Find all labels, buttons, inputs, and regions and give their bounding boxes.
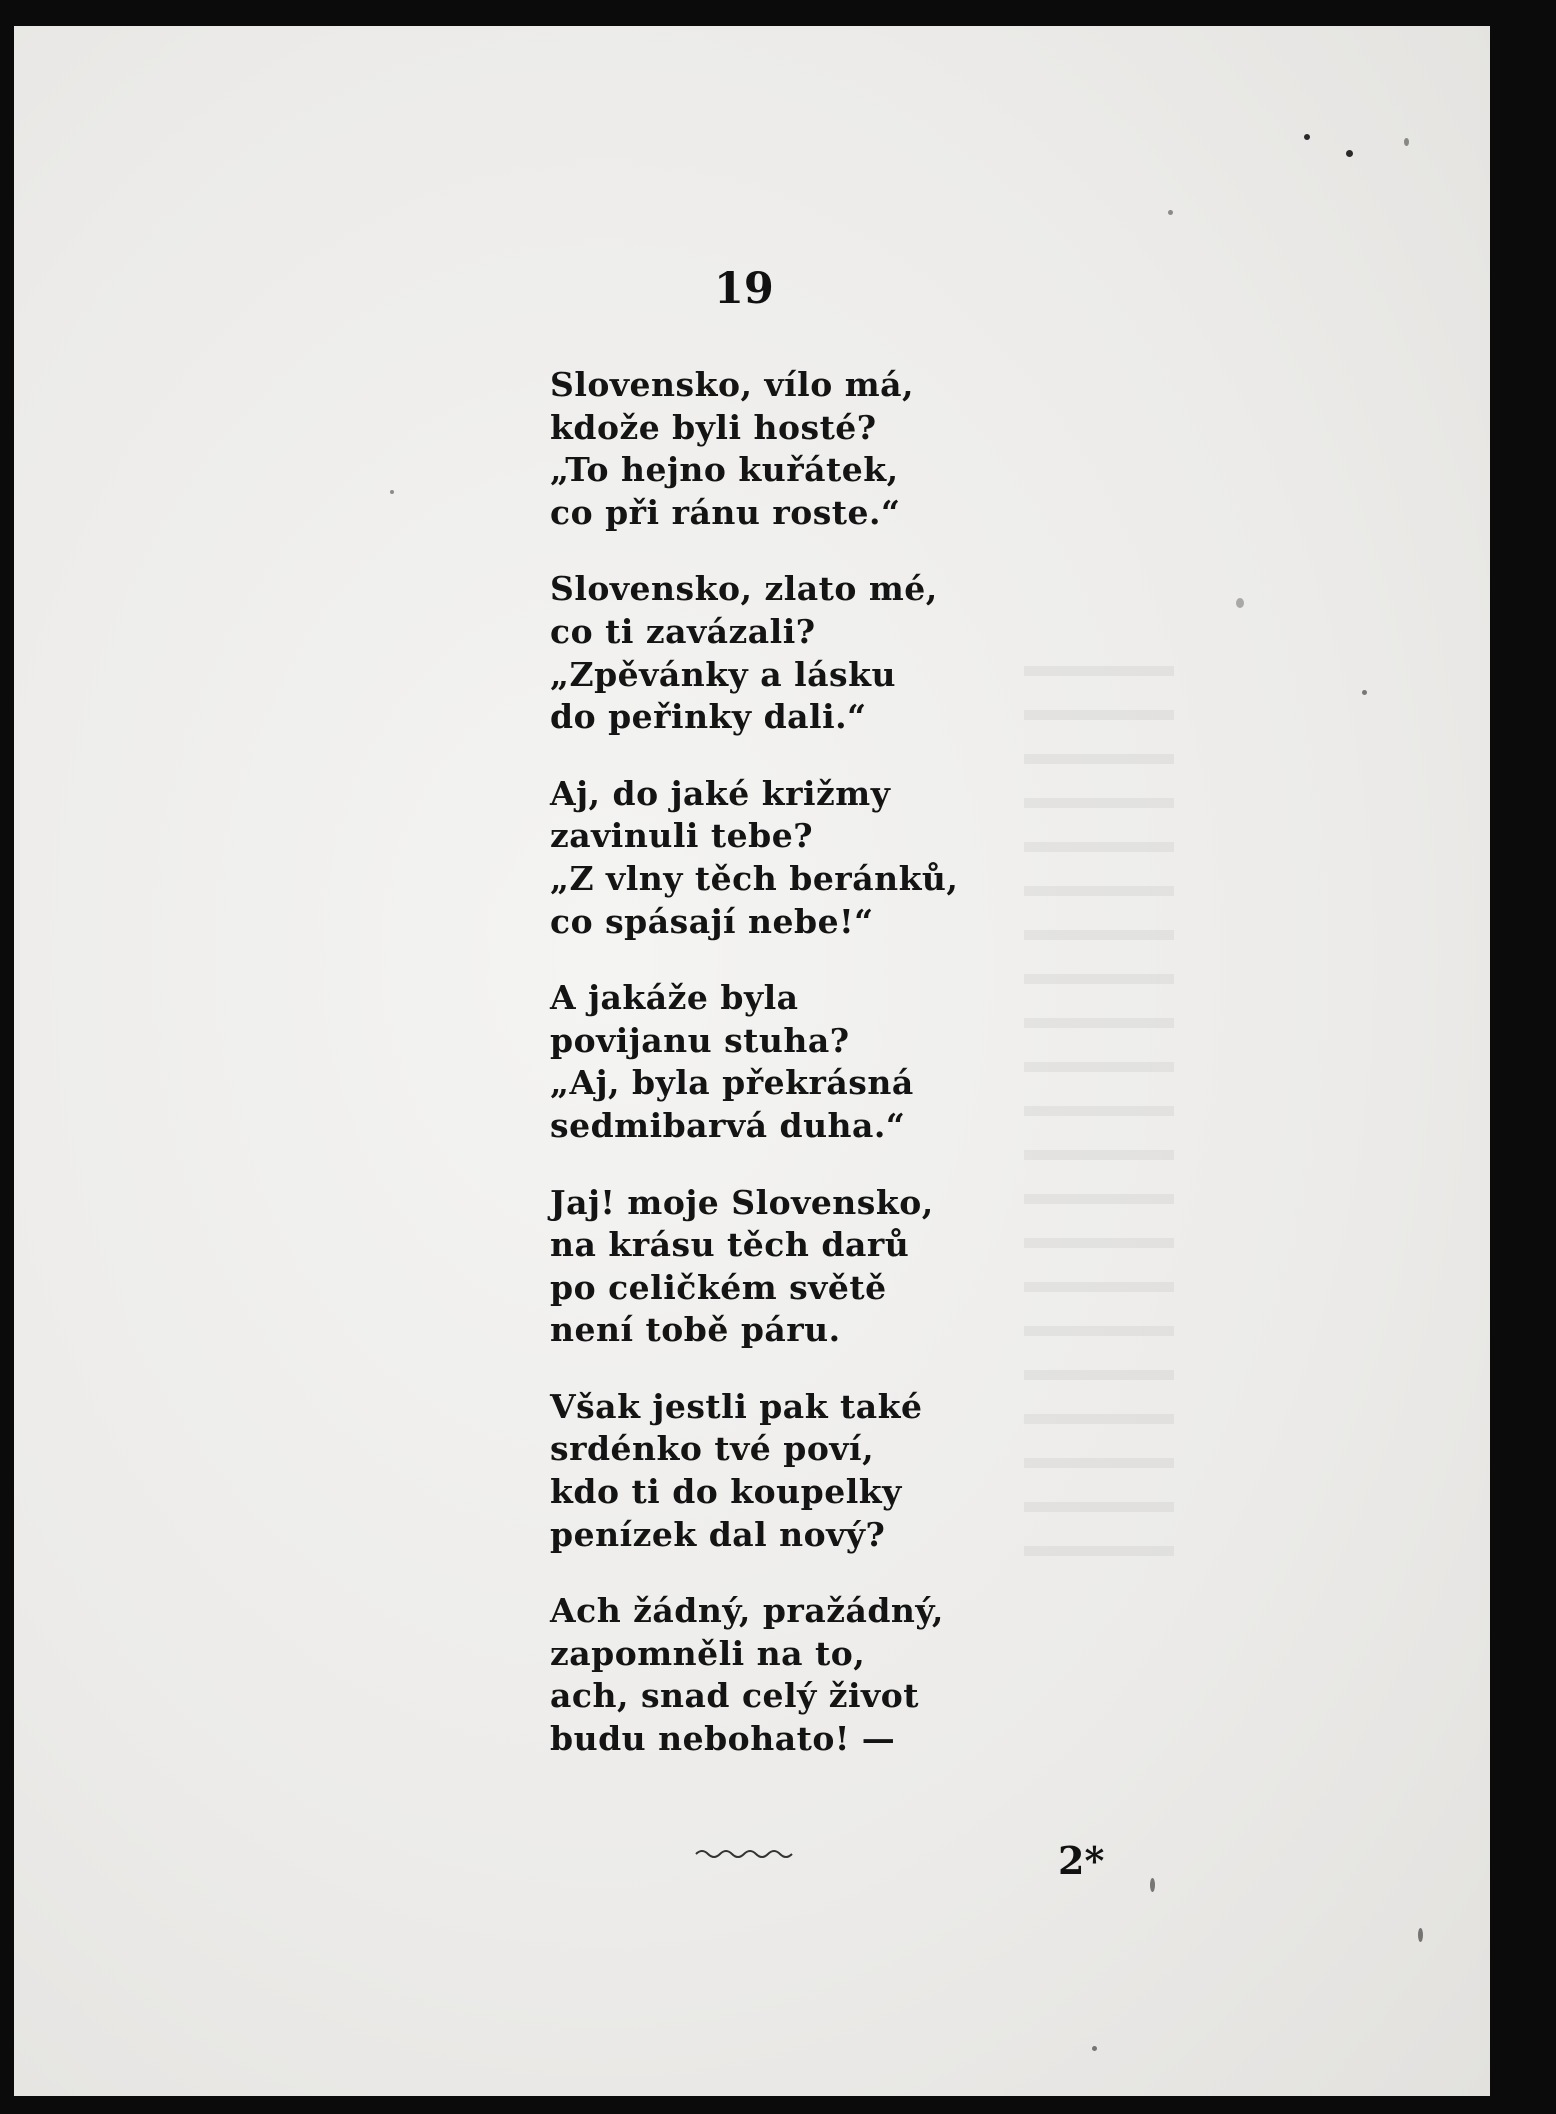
dust-speck — [1236, 598, 1244, 608]
verse-line: Jaj! moje Slovensko, — [550, 1182, 934, 1222]
dust-speck — [1404, 138, 1409, 146]
verse-line: „Zpěvánky a lásku — [550, 654, 896, 694]
stanza — [550, 1386, 958, 1556]
show-through-text — [1024, 666, 1174, 1566]
verse-line: na krásu těch darů — [550, 1225, 910, 1265]
dust-speck — [1092, 2046, 1097, 2051]
verse-line: Slovensko, zlato mé, — [550, 569, 938, 609]
stanza — [550, 1182, 958, 1352]
verse-line: srdénko tvé poví, — [550, 1429, 875, 1469]
dust-speck — [1362, 690, 1367, 695]
verse-line: A jakáže byla — [550, 978, 799, 1018]
verse-line: „Z vlny těch beránků, — [550, 858, 959, 898]
verse-line: Aj, do jaké križmy — [550, 773, 891, 813]
verse-line: povijanu stuha? — [550, 1020, 850, 1060]
paper-sheet — [14, 26, 1490, 2096]
dust-speck — [390, 490, 394, 494]
verse-line: ach, snad celý život — [550, 1676, 919, 1716]
stanza — [550, 1590, 958, 1760]
closing-ornament — [694, 1846, 794, 1860]
verse-line: „Aj, byla překrásná — [550, 1063, 914, 1103]
verse-line: kdože byli hosté? — [550, 407, 877, 447]
dust-speck — [1304, 134, 1310, 140]
dust-speck — [1418, 1928, 1423, 1942]
verse-line: do peřinky dali.“ — [550, 697, 867, 737]
verse-line: zavinuli tebe? — [550, 816, 814, 856]
verse-line: Ach žádný, pražádný, — [550, 1591, 944, 1631]
verse-line: co ti zavázali? — [550, 611, 816, 651]
verse-line: co při ránu roste.“ — [550, 492, 901, 532]
verse-line: budu nebohato! — — [550, 1719, 896, 1759]
stanza — [550, 773, 958, 943]
verse-line: „To hejno kuřátek, — [550, 450, 899, 490]
verse-line: penízek dal nový? — [550, 1514, 886, 1554]
verse-line: co spásají nebe!“ — [550, 901, 874, 941]
stanza — [550, 977, 958, 1147]
poem — [550, 364, 958, 1795]
stanza — [550, 364, 958, 534]
verse-line: sedmibarvá duha.“ — [550, 1105, 906, 1145]
verse-line: kdo ti do koupelky — [550, 1472, 902, 1512]
dust-speck — [1168, 210, 1173, 215]
dust-speck — [1150, 1878, 1155, 1892]
verse-line: po celičkém světě — [550, 1267, 887, 1307]
signature-mark: 2* — [1058, 1838, 1105, 1883]
verse-line: není tobě páru. — [550, 1310, 841, 1350]
stanza — [550, 568, 958, 738]
dust-speck — [1346, 150, 1353, 157]
page-number: 19 — [714, 264, 774, 314]
verse-line: zapomněli na to, — [550, 1633, 866, 1673]
verse-line: Slovensko, vílo má, — [550, 365, 915, 404]
verse-line: Však jestli pak také — [550, 1386, 923, 1426]
